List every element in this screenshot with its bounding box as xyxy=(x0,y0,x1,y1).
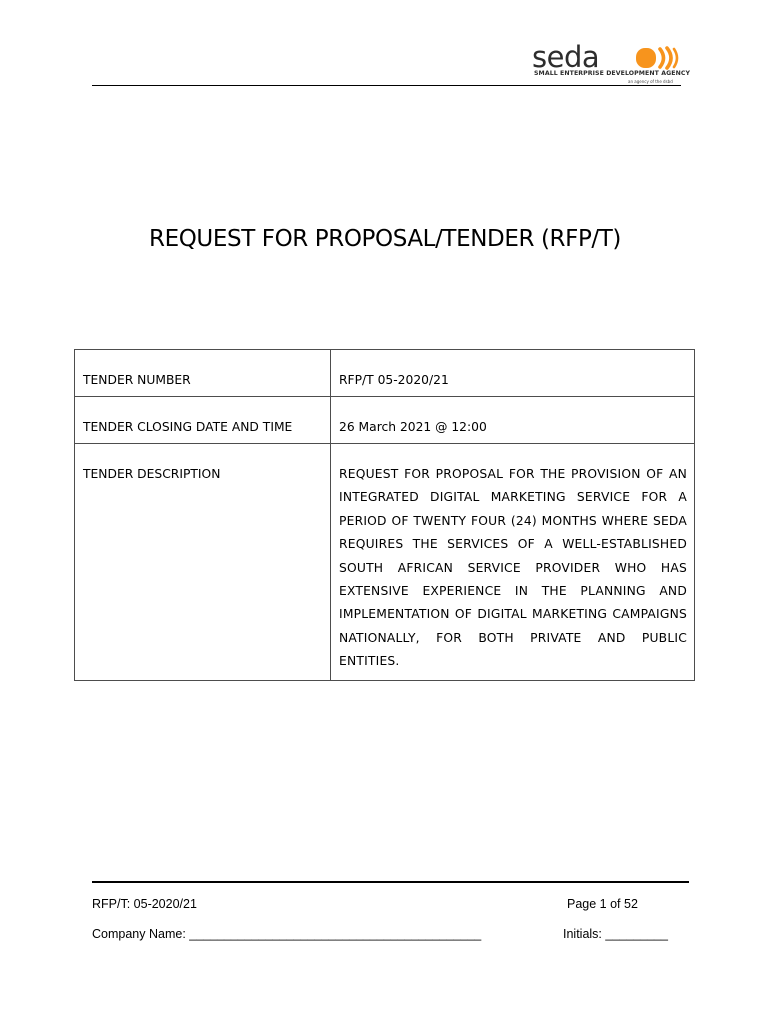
tender-number-value: RFP/T 05-2020/21 xyxy=(339,373,449,387)
footer-company-name: Company Name: __________________________________________ xyxy=(92,927,482,941)
tender-number-label: TENDER NUMBER xyxy=(83,373,191,387)
document-title: REQUEST FOR PROPOSAL/TENDER (RFP/T) xyxy=(149,226,621,252)
table-row xyxy=(75,350,695,397)
footer-divider xyxy=(92,881,689,883)
tender-number-label-cell xyxy=(75,350,331,397)
footer-page-number: Page 1 of 52 xyxy=(567,897,638,911)
table-row xyxy=(75,397,695,444)
logo-wordmark: seda xyxy=(532,40,600,74)
description-label-cell xyxy=(75,444,331,681)
closing-date-label-cell xyxy=(75,397,331,444)
tender-description-text: REQUEST FOR PROPOSAL FOR THE PROVISION OF AN INTEGRATED DIGITAL MARKETING SERVICE FOR A PERIOD OF TWENTY FOUR (24) MONTHS WHERE SEDA REQUIRES THE SERVICES OF A WELL-ESTABLISHED SOUTH AFRICAN SERVICE PROVIDER WHO HAS EXTENSIVE EXPERIENCE IN THE PLANNING AND IMPLEMENTATION OF DIGITAL MARKETING CAMPAIGNS NATIONALLY, FOR BOTH PRIVATE AND PUBLIC ENTITIES. xyxy=(339,467,687,669)
closing-date-label: TENDER CLOSING DATE AND TIME xyxy=(83,420,293,434)
tender-number-value-cell xyxy=(331,350,695,397)
tender-description-label: TENDER DESCRIPTION xyxy=(83,467,221,481)
seda-logo xyxy=(532,40,691,88)
logo-sound-waves-icon xyxy=(636,46,680,70)
tender-details-table xyxy=(74,349,695,681)
description-value-cell xyxy=(331,444,695,681)
closing-date-value: 26 March 2021 @ 12:00 xyxy=(339,420,487,434)
closing-date-value-cell xyxy=(331,397,695,444)
logo-subtitle: SMALL ENTERPRISE DEVELOPMENT AGENCY xyxy=(534,70,691,77)
footer-initials: Initials: _________ xyxy=(563,927,668,941)
table-row xyxy=(75,444,695,681)
logo-tagline: an agency of the dsbd xyxy=(628,79,673,84)
footer-reference: RFP/T: 05-2020/21 xyxy=(92,897,197,911)
header-divider xyxy=(92,85,681,86)
